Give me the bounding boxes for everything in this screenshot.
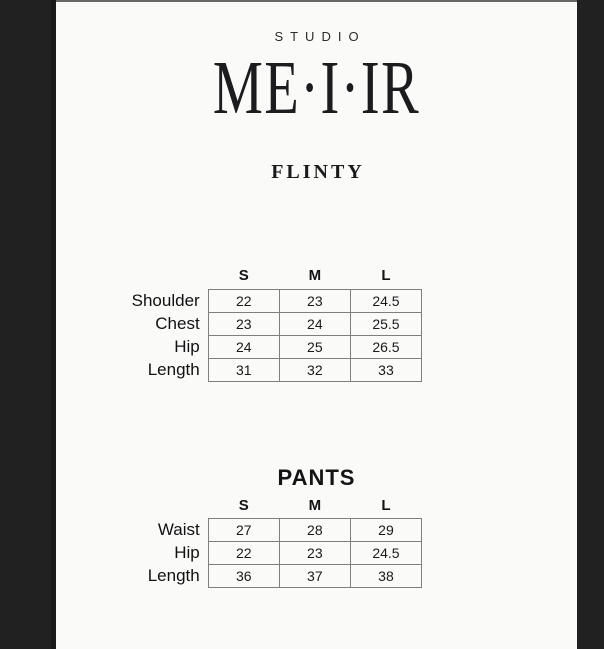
table-row-hip	[56, 542, 422, 565]
measurement-value: 24.5	[350, 542, 421, 565]
pants-size-section	[56, 466, 577, 588]
measurement-value: 33	[350, 359, 421, 382]
measurement-value: 23	[208, 313, 279, 336]
measurement-value: 22	[208, 290, 279, 313]
measurement-value: 25	[279, 336, 350, 359]
measurement-value: 24	[279, 313, 350, 336]
measurement-value: 27	[208, 519, 279, 542]
measurement-value: 38	[350, 565, 421, 588]
pants-section-title: PANTS	[277, 465, 356, 490]
row-label: Hip	[174, 543, 200, 562]
row-label: Waist	[157, 520, 200, 539]
measurement-value: 22	[208, 542, 279, 565]
measurement-value: 26.5	[350, 336, 421, 359]
size-col-header-l: L	[381, 267, 391, 284]
size-col-header-s: S	[238, 497, 249, 514]
table-row-chest	[56, 313, 422, 336]
measurement-value: 23	[279, 290, 350, 313]
measurement-value: 29	[350, 519, 421, 542]
table-row-shoulder	[56, 290, 422, 313]
size-header-row	[56, 258, 422, 290]
row-label: Length	[147, 566, 200, 585]
size-header-row	[56, 490, 422, 519]
header-spacer	[56, 490, 208, 519]
pants-size-table	[56, 490, 422, 588]
measurement-value: 23	[279, 542, 350, 565]
size-col-header-m: M	[308, 497, 322, 514]
row-label: Length	[147, 360, 200, 379]
row-label: Chest	[155, 314, 200, 333]
top-garment-size-table	[56, 258, 422, 382]
measurement-value: 31	[208, 359, 279, 382]
size-col-header-s: S	[238, 267, 249, 284]
top-garment-size-section	[56, 258, 577, 382]
left-frame-strip	[0, 0, 56, 649]
measurement-value: 25.5	[350, 313, 421, 336]
header-spacer	[56, 258, 208, 290]
row-label: Hip	[174, 337, 200, 356]
measurement-value: 37	[279, 565, 350, 588]
table-row-hip	[56, 336, 422, 359]
measurement-value: 24.5	[350, 290, 421, 313]
table-row-length	[56, 565, 422, 588]
table-row-length	[56, 359, 422, 382]
table-row-waist	[56, 519, 422, 542]
measurement-value: 32	[279, 359, 350, 382]
studio-label: STUDIO	[274, 29, 366, 44]
size-col-header-l: L	[381, 497, 391, 514]
paper-page	[56, 0, 577, 649]
size-col-header-m: M	[308, 267, 322, 284]
right-frame-strip	[577, 0, 604, 649]
measurement-value: 28	[279, 519, 350, 542]
product-title: FLINTY	[271, 161, 365, 183]
brand-logo: ME·I·IR	[212, 46, 421, 130]
measurement-value: 36	[208, 565, 279, 588]
measurement-value: 24	[208, 336, 279, 359]
row-label: Shoulder	[131, 291, 200, 310]
